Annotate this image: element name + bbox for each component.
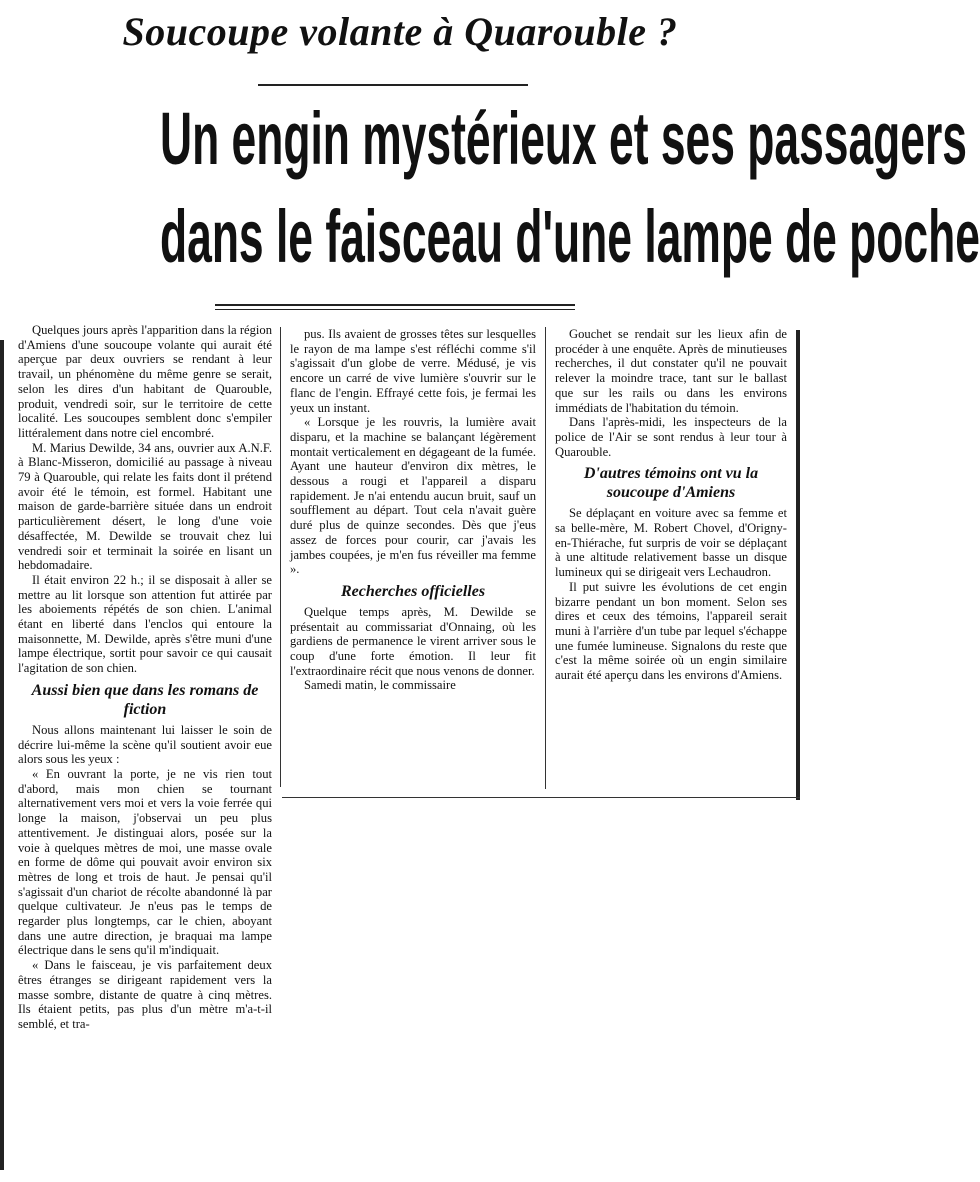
headline	[159, 90, 980, 286]
paragraph: « En ouvrant la porte, je ne vis rien tout d'abord, mais mon chien se tournant alternativement vers moi et vers la voie ferrée qui longe la maison, j'observai un peu plus attentivement. Je distinguai alors, posée sur la voie à quelques mètres de moi, une masse ovale en forme de dôme qui pouvait avoir environ six mètres de long et trois de haut. Je pensai qu'il s'agissait d'un chariot de récolte abandonné là par quelque cultivateur. Je n'eus pas le temps de regarder plus longtemps, car le chien, aboyant dans une autre direction, je braquai ma lampe électrique dans le sens qu'il m'indiquait.	[18, 766, 272, 958]
paragraph: Nous allons maintenant lui laisser le soin de décrire lui-même la scène qu'il soutient avoir eue alors sous les yeux :	[18, 722, 272, 767]
paragraph: Gouchet se rendait sur les lieux afin de procéder à une enquête. Après de minutieuses recherches, il dut constater qu'il ne pouvait relever la moindre trace, tant sur le ballast que sur les rails ou dans les environs immédiats de l'habitation du témoin.	[555, 327, 787, 415]
paragraph: Il put suivre les évolutions de cet engin bizarre pendant un bon moment. Selon ses dires et ceux des témoins, l'appareil serait muni à l'arrière d'un tube par lequel s'échappe une fumée lumineuse. Signalons du reste que c'est la même soirée où un engin similaire aurait été aperçu dans les environs d'Amiens.	[555, 579, 787, 683]
paragraph: Dans l'après-midi, les inspecteurs de la police de l'Air se sont rendus à leur tour à Quarouble.	[555, 415, 787, 459]
headline-line-2: dans le faisceau d'une lampe de poche	[159, 195, 980, 278]
paragraph: Il était environ 22 h.; il se disposait à aller se mettre au lit lorsque son attention fut attirée par les aboiements répétés de son chien. L'animal étant en liberté dans l'enclos qui entoure la maisonnette, M. Dewilde, après s'être muni d'une lampe électrique, sortit pour savoir ce qui causait l'agitation de son chien.	[18, 572, 272, 676]
paragraph: M. Marius Dewilde, 34 ans, ouvrier aux A.N.F. à Blanc-Misseron, domicilié au passage à niveau 79 à Quarouble, qui relate les faits dont il prétend avoir été le témoin, est formel. Habitant une maison de garde-barrière située dans un endroit particulièrement désert, le long d'une voie désaffectée, M. Dewilde se trouvait chez lui vendredi soir et terminait la soirée en lisant un hebdomadaire.	[18, 440, 272, 573]
paragraph: « Lorsque je les rouvris, la lumière avait disparu, et la machine se balançant légèrement montait verticalement en dégageant de la fumée. Ayant une hauteur d'environ dix mètres, le dessous a rougi et l'appareil a disparu rapidement. Je n'ai entendu aucun bruit, sauf un soufflement au départ. Tout cela n'avait guère duré plus de quinze secondes. Dès que j'eus assez de forces pour courir, car j'avais les jambes coupées, je m'en fus réveiller ma femme ».	[290, 415, 536, 577]
column-divider	[545, 327, 546, 789]
column-divider	[280, 327, 281, 787]
column-2	[290, 327, 536, 693]
right-page-edge	[796, 330, 800, 800]
left-page-edge	[0, 340, 4, 1170]
paragraph: « Dans le faisceau, je vis parfaitement deux êtres étranges se dirigeant rapidement vers la masse sombre, distante de quatre à cinq mètres. Ils étaient petits, pas plus d'un mètre m'a-t-il semblé, et tra-	[18, 958, 272, 1031]
column-1	[18, 323, 272, 1032]
article-end-rule	[282, 797, 800, 798]
kicker-rule	[258, 84, 528, 86]
paragraph: Quelque temps après, M. Dewilde se présentait au commissariat d'Onnaing, où les gardiens de permanence le virent arriver sous le coup d'une forte émotion. Il leur fit l'extraordinaire récit que nous venons de donner.	[290, 604, 536, 678]
paragraph: Quelques jours après l'apparition dans la région d'Amiens d'une soucoupe volante qui aurait été aperçue par deux ouvriers se rendant à leur travail, un phénomène du même genre se serait, selon les dires d'un habitant de Quarouble, produit, vendredi soir, sur le territoire de cette localité. Les soucoupes semblent donc s'empiler littéralement dans notre ciel encombré.	[18, 323, 272, 440]
subheading: D'autres témoins ont vu la soucoupe d'Amiens	[583, 465, 759, 502]
paragraph: pus. Ils avaient de grosses têtes sur lesquelles le rayon de ma lampe s'est réfléchi comme s'il s'agissait d'un globe de verre. Médusé, je vis encore un carré de vive lumière s'ouvrir sur le flanc de l'engin. Effrayé cette fois, je fermai les yeux un instant.	[290, 327, 536, 415]
headline-rule	[215, 304, 575, 310]
paragraph: Se déplaçant en voiture avec sa femme et sa belle-mère, M. Robert Chovel, d'Origny-en-Thiérache, fut surpris de voir se déplaçant à une altitude relativement basse un disque lumineux qui se dirigeait vers Lechaudron.	[555, 506, 787, 580]
subheading: Aussi bien que dans les romans de fiction	[31, 681, 259, 718]
subheading: Recherches officielles	[340, 582, 486, 600]
column-3	[555, 327, 787, 683]
headline-line-1: Un engin mystérieux et ses passagers	[159, 97, 967, 180]
paragraph: Samedi matin, le commissaire	[304, 678, 456, 693]
kicker-title: Soucoupe volante à Quarouble ?	[122, 9, 678, 54]
